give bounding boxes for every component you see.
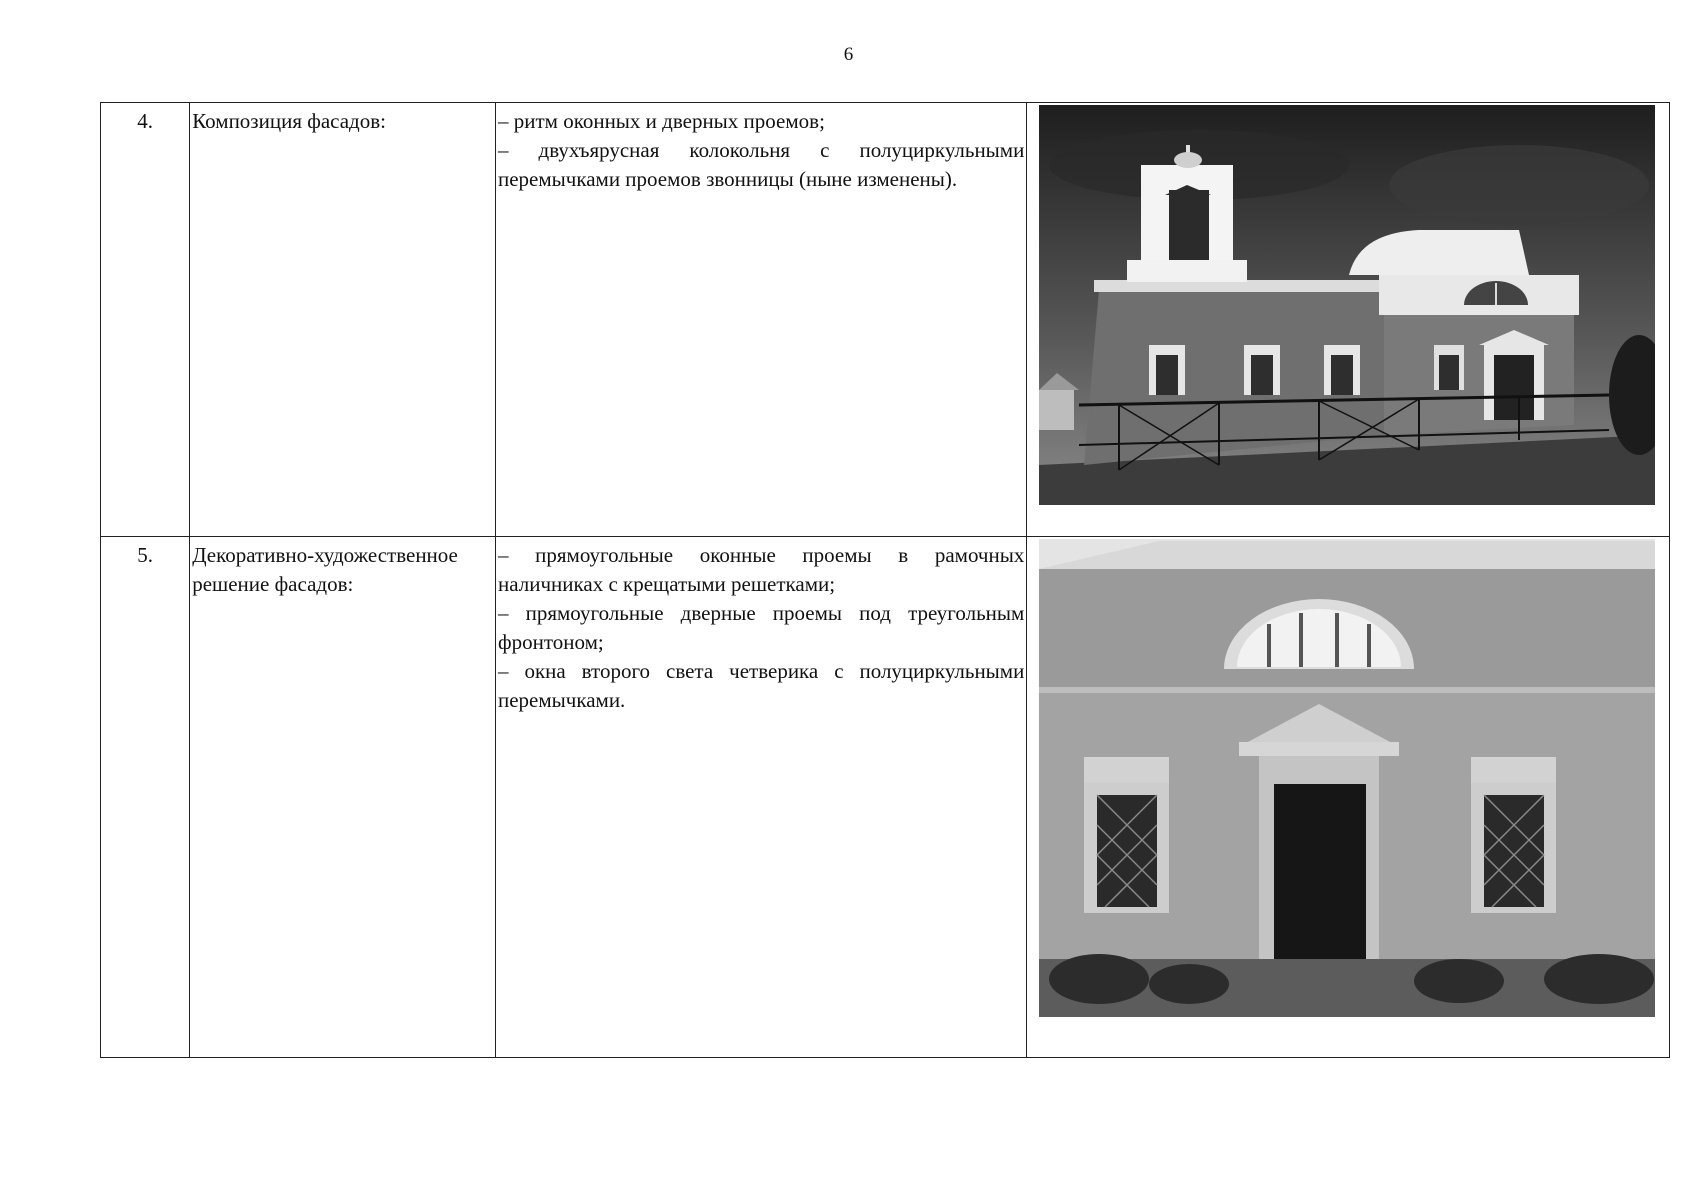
description-item: – прямоугольные оконные проемы в рамочных наличниках с крещатыми решетками;: [497, 543, 1025, 596]
description-item: – прямоугольные дверные проемы под треугольным фронтоном;: [497, 601, 1025, 654]
church-exterior-photo: [1039, 105, 1657, 505]
description-item: – двухъярусная колокольня с полуциркульными перемычками проемов звонницы (ныне изменены).: [497, 138, 1025, 191]
feature-name: Декоративно-художественное решение фасадов:: [190, 537, 496, 1058]
table-row: [101, 537, 1670, 1058]
photo-cell: [1027, 103, 1670, 537]
row-number: 5.: [101, 537, 190, 1058]
description-item: – ритм оконных и дверных проемов;: [497, 109, 825, 133]
photo-cell: [1027, 537, 1670, 1058]
description-item: – окна второго света четверика с полуциркульными перемычками.: [497, 659, 1025, 712]
feature-name: Композиция фасадов:: [190, 103, 496, 537]
table-row: [101, 103, 1670, 537]
row-number: 4.: [101, 103, 190, 537]
page-number: 6: [843, 44, 854, 65]
church-facade-image: [1039, 539, 1655, 1017]
feature-description: [495, 537, 1026, 1058]
features-table: [100, 102, 1670, 1058]
church-exterior-image: [1039, 105, 1655, 505]
church-facade-detail-photo: [1039, 539, 1657, 1017]
feature-description: [495, 103, 1026, 537]
